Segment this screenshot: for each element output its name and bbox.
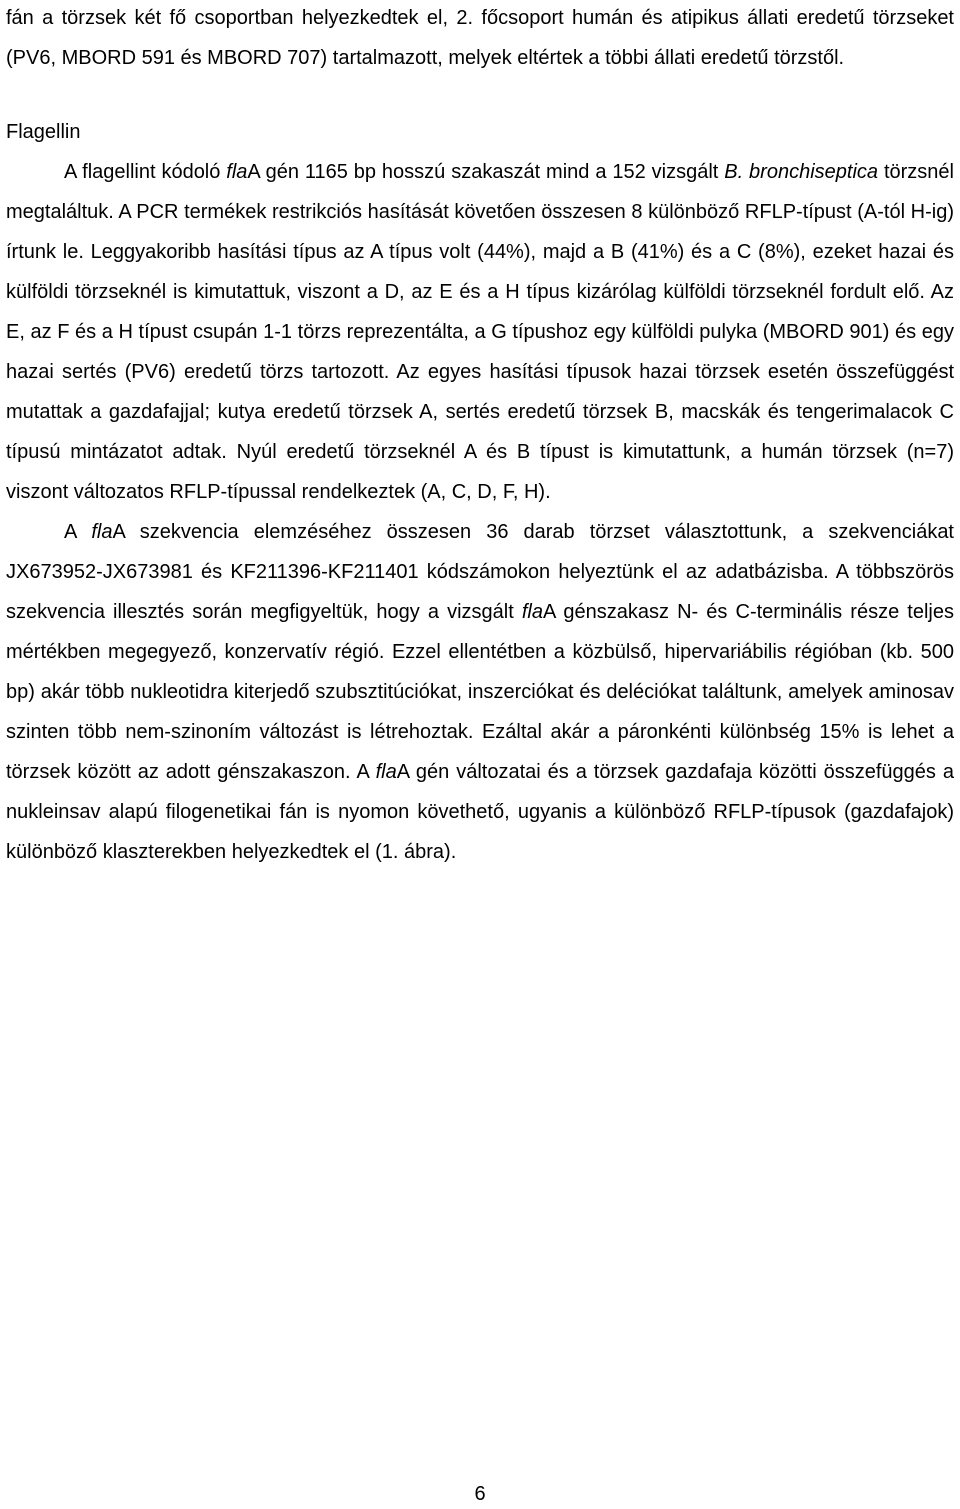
flagellin-paragraph-2 (6, 512, 954, 872)
page-number: 6 (474, 1483, 486, 1505)
intro-text: fán a törzsek két fő csoportban helyezkedtek el, 2. főcsoport humán és atipikus állati eredetű törzseket (PV6, MBORD 591 és MBORD 707) tartalmazott, melyek eltértek a többi állati eredetű törzstől. (6, 7, 954, 69)
flagellin-paragraph-1 (6, 152, 954, 512)
p2-gene-italic-3: fla (375, 761, 397, 783)
document-page (6, 0, 954, 872)
p1-text-3: törzsnél megtaláltuk. A PCR termékek restrikciós hasítását követően összesen 8 különböző RFLP-típust (A-tól H-ig) írtunk le. Leggyakoribb hasítási típus az A típus volt (44%), majd a B (41%) és a C (8%), ezeket hazai és külföldi törzseknél is kimutattuk, viszont a D, az E és a H típus kizárólag külföldi törzseknél fordult elő. Az E, az F és a H típust csupán 1-1 törzs reprezentálta, a G típushoz egy külföldi pulyka (MBORD 901) és egy hazai sertés (PV6) eredetű törzs tartozott. Az egyes hasítási típusok hazai törzsek esetén összefüggést mutattak a gazdafajjal; kutya eredetű törzsek A, sertés eredetű törzsek B, macskák és tengerimalacok C típusú mintázatot adtak. Nyúl eredetű törzseknél A és B típust is kimutattunk, a humán törzsek (n=7) viszont változatos RFLP-típussal rendelkeztek (A, C, D, F, H). (6, 161, 954, 503)
p1-gene-italic: fla (226, 161, 248, 183)
p2-text-2: A szekvencia elemzéséhez összesen 36 darab törzset választottunk, a szekvenciákat JX673952-JX673981 és KF211396-KF211401 kódszámokon helyeztünk el az adatbázisba. A többszörös szekvencia illesztés során megfigyeltük, hogy a vizsgált (6, 521, 954, 623)
p2-text-4: A gén változatai és a törzsek gazdafaja közötti összefüggés a nukleinsav alapú filogenetikai fán is nyomon követhető, ugyanis a különböző RFLP-típusok (gazdafajok) különböző klaszterekben helyezkedtek el (1. ábra). (6, 761, 954, 863)
p2-gene-italic-2: fla (521, 601, 543, 623)
p1-text-1: A flagellint kódoló (64, 161, 227, 183)
p2-text-3: A génszakasz N- és C-terminális része teljes mértékben megegyező, konzervatív régió. Ezzel ellentétben a közbülső, hipervariábilis régióban (kb. 500 bp) akár több nukleotidra kiterjedő szubsztitúciókat, inszerciókat és deléciókat találtunk, amelyek aminosav szinten több nem-szinoním változást is létrehoztak. Ezáltal akár a páronkénti különbség 15% is lehet a törzsek között az adott génszakaszon. A (6, 601, 954, 783)
p2-gene-italic-1: fla (91, 521, 113, 543)
p1-species-italic: B. bronchiseptica (724, 161, 879, 183)
intro-paragraph (6, 0, 954, 78)
section-heading: Flagellin (6, 121, 81, 143)
p2-text-1: A (64, 521, 92, 543)
p1-text-2: A gén 1165 bp hosszú szakaszát mind a 152 vizsgált (247, 161, 725, 183)
